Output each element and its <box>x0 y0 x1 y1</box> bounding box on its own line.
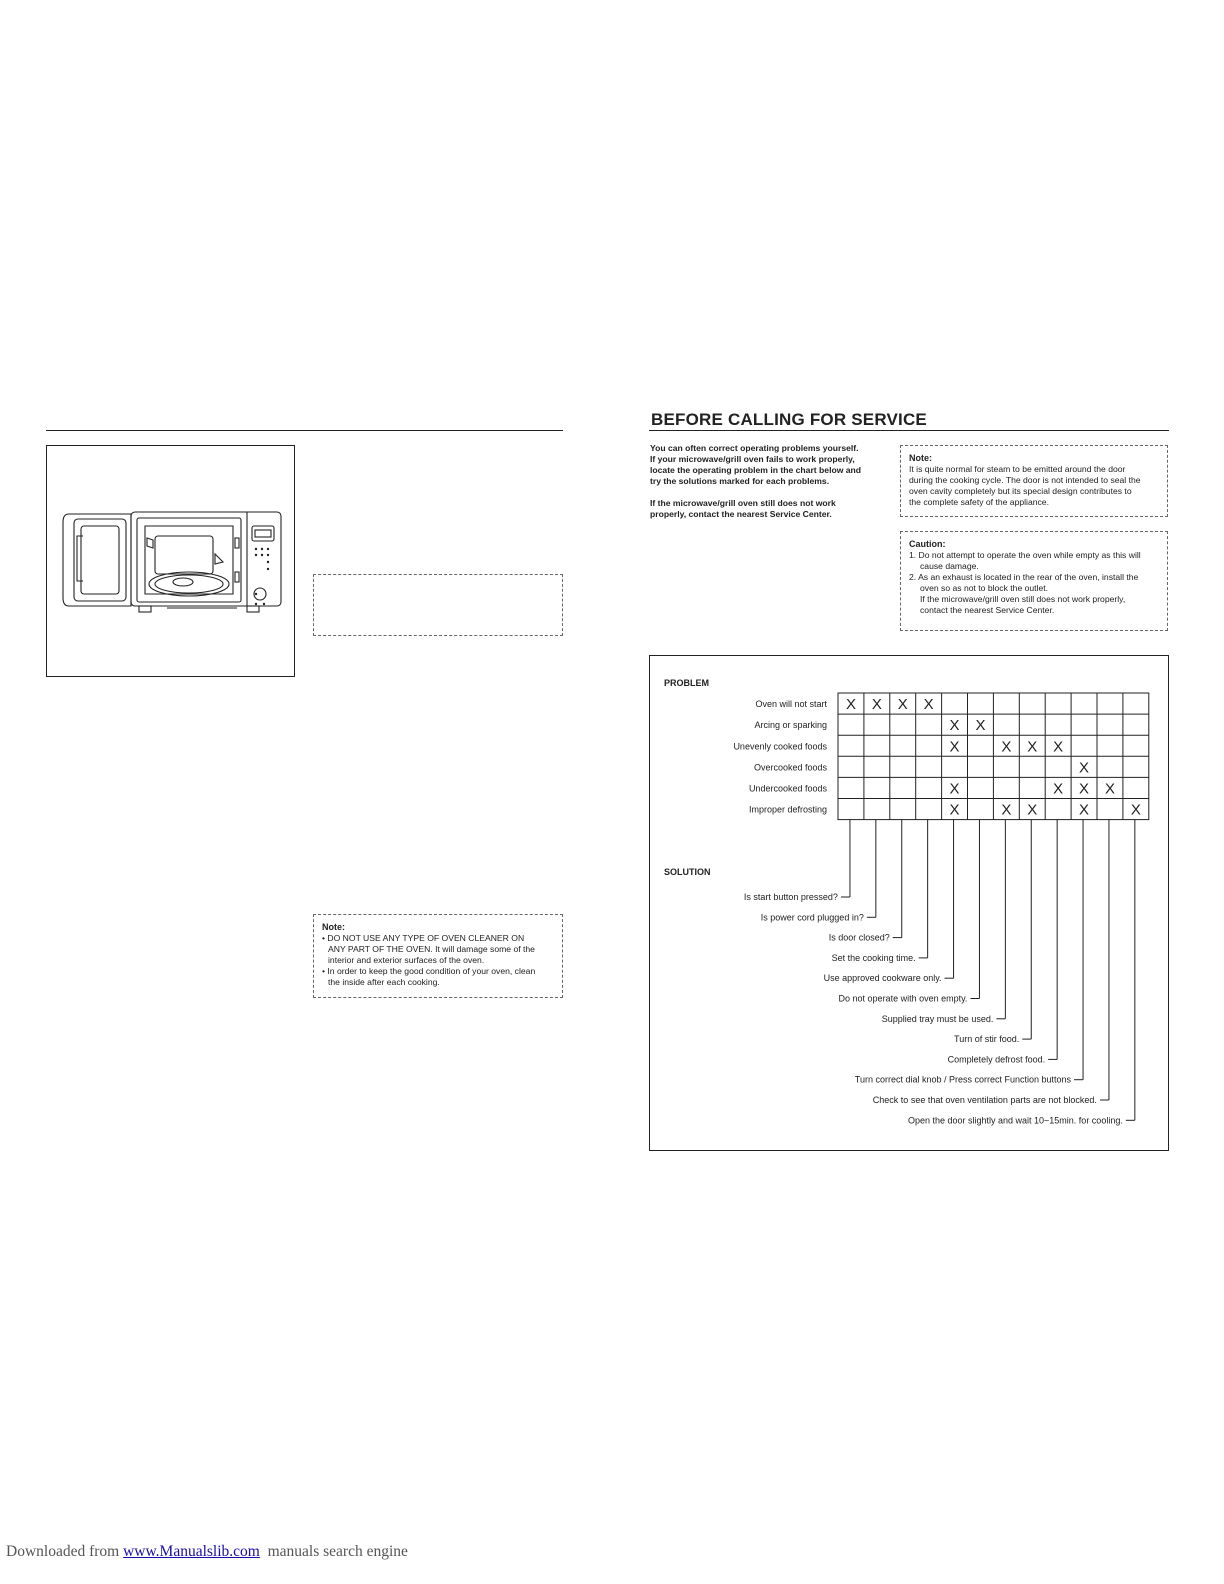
problem-mark: X <box>1027 801 1038 819</box>
left-note-line: interior and exterior surfaces of the oven. <box>328 955 485 965</box>
footer-suffix: manuals search engine <box>259 1543 408 1560</box>
problem-mark: X <box>1027 738 1038 756</box>
footer-prefix: Downloaded from <box>6 1543 124 1560</box>
problem-mark: X <box>1079 759 1090 777</box>
right-note-line: oven cavity completely but its special design contributes to <box>909 486 1132 496</box>
intro-line: try the solutions marked for each problems. <box>650 476 830 486</box>
intro-line: You can often correct operating problems yourself. <box>650 443 859 453</box>
problem-mark: X <box>949 801 960 819</box>
problem-label: Undercooked foods <box>748 783 827 794</box>
right-note-line: It is quite normal for steam to be emitted around the door <box>909 464 1126 474</box>
problem-mark: X <box>1053 738 1064 756</box>
solution-label: Check to see that oven ventilation parts are not blocked. <box>872 1095 1097 1105</box>
problem-mark: X <box>845 696 856 714</box>
problem-mark: X <box>1130 801 1141 819</box>
problem-mark: X <box>923 696 934 714</box>
intro-line: locate the operating problem in the chart below and <box>650 465 862 475</box>
left-note-line: • In order to keep the good condition of your oven, clean <box>322 966 536 976</box>
caution-line: 2. As an exhaust is located in the rear of the oven, install the <box>909 572 1139 582</box>
problem-mark: X <box>1001 801 1012 819</box>
problem-mark: X <box>949 780 960 798</box>
problem-mark: X <box>949 717 960 735</box>
right-note-line: during the cooking cycle. The door is not intended to seal the <box>909 475 1141 485</box>
solution-label: Turn of stir food. <box>954 1034 1020 1045</box>
problem-mark: X <box>1079 801 1090 819</box>
solution-label: Set the cooking time. <box>831 952 916 963</box>
intro-line: If the microwave/grill oven still does not work <box>650 498 836 508</box>
problem-mark: X <box>1104 780 1115 798</box>
problem-label: Overcooked foods <box>753 762 827 773</box>
left-note-line: the inside after each cooking. <box>328 977 440 987</box>
page-title: BEFORE CALLING FOR SERVICE <box>651 410 927 429</box>
caution-line: contact the nearest Service Center. <box>920 605 1055 615</box>
problem-mark: X <box>1053 780 1064 798</box>
solution-label: Completely defrost food. <box>947 1054 1046 1065</box>
solution-label: Supplied tray must be used. <box>881 1013 994 1024</box>
problem-mark: X <box>1079 780 1090 798</box>
solution-label: Open the door slightly and wait 10~15min. for cooling. <box>907 1115 1123 1126</box>
problem-label: Unevenly cooked foods <box>733 741 827 752</box>
right-note-title: Note: <box>909 453 932 463</box>
problem-mark: X <box>897 696 908 714</box>
solution-label: Do not operate with oven empty. <box>838 993 968 1004</box>
solution-label: Is start button pressed? <box>743 892 838 902</box>
solution-label: Is door closed? <box>828 932 890 943</box>
solution-label: Use approved cookware only. <box>823 973 942 984</box>
left-note-line: • DO NOT USE ANY TYPE OF OVEN CLEANER ON <box>322 933 525 943</box>
right-note-line: the complete safety of the appliance. <box>909 497 1049 507</box>
problem-label: Improper defrosting <box>748 804 827 815</box>
solution-label: Turn correct dial knob / Press correct Function buttons <box>854 1074 1072 1085</box>
caution-line: cause damage. <box>920 561 979 571</box>
left-note-title: Note: <box>322 922 345 932</box>
problem-mark: X <box>871 696 882 714</box>
problem-label: Oven will not start <box>755 699 827 710</box>
problem-mark: X <box>975 717 986 735</box>
left-note-line: ANY PART OF THE OVEN. It will damage some of the <box>328 944 535 954</box>
caution-line: If the microwave/grill oven still does not work properly, <box>920 594 1126 604</box>
problem-label: Arcing or sparking <box>754 720 827 731</box>
download-footer <box>6 1543 408 1561</box>
problem-mark: X <box>949 738 960 756</box>
solution-heading: SOLUTION <box>664 867 711 877</box>
problem-heading: PROBLEM <box>664 678 709 688</box>
caution-line: 1. Do not attempt to operate the oven while empty as this will <box>909 550 1141 560</box>
caution-title: Caution: <box>909 539 946 549</box>
manualslib-link[interactable]: www.Manualslib.com <box>123 1543 260 1560</box>
caution-line: oven so as not to block the outlet. <box>920 583 1049 593</box>
intro-line: If your microwave/grill oven fails to work properly, <box>650 454 855 464</box>
solution-label: Is power cord plugged in? <box>760 912 864 923</box>
problem-mark: X <box>1001 738 1012 756</box>
intro-line: properly, contact the nearest Service Center. <box>650 509 832 519</box>
